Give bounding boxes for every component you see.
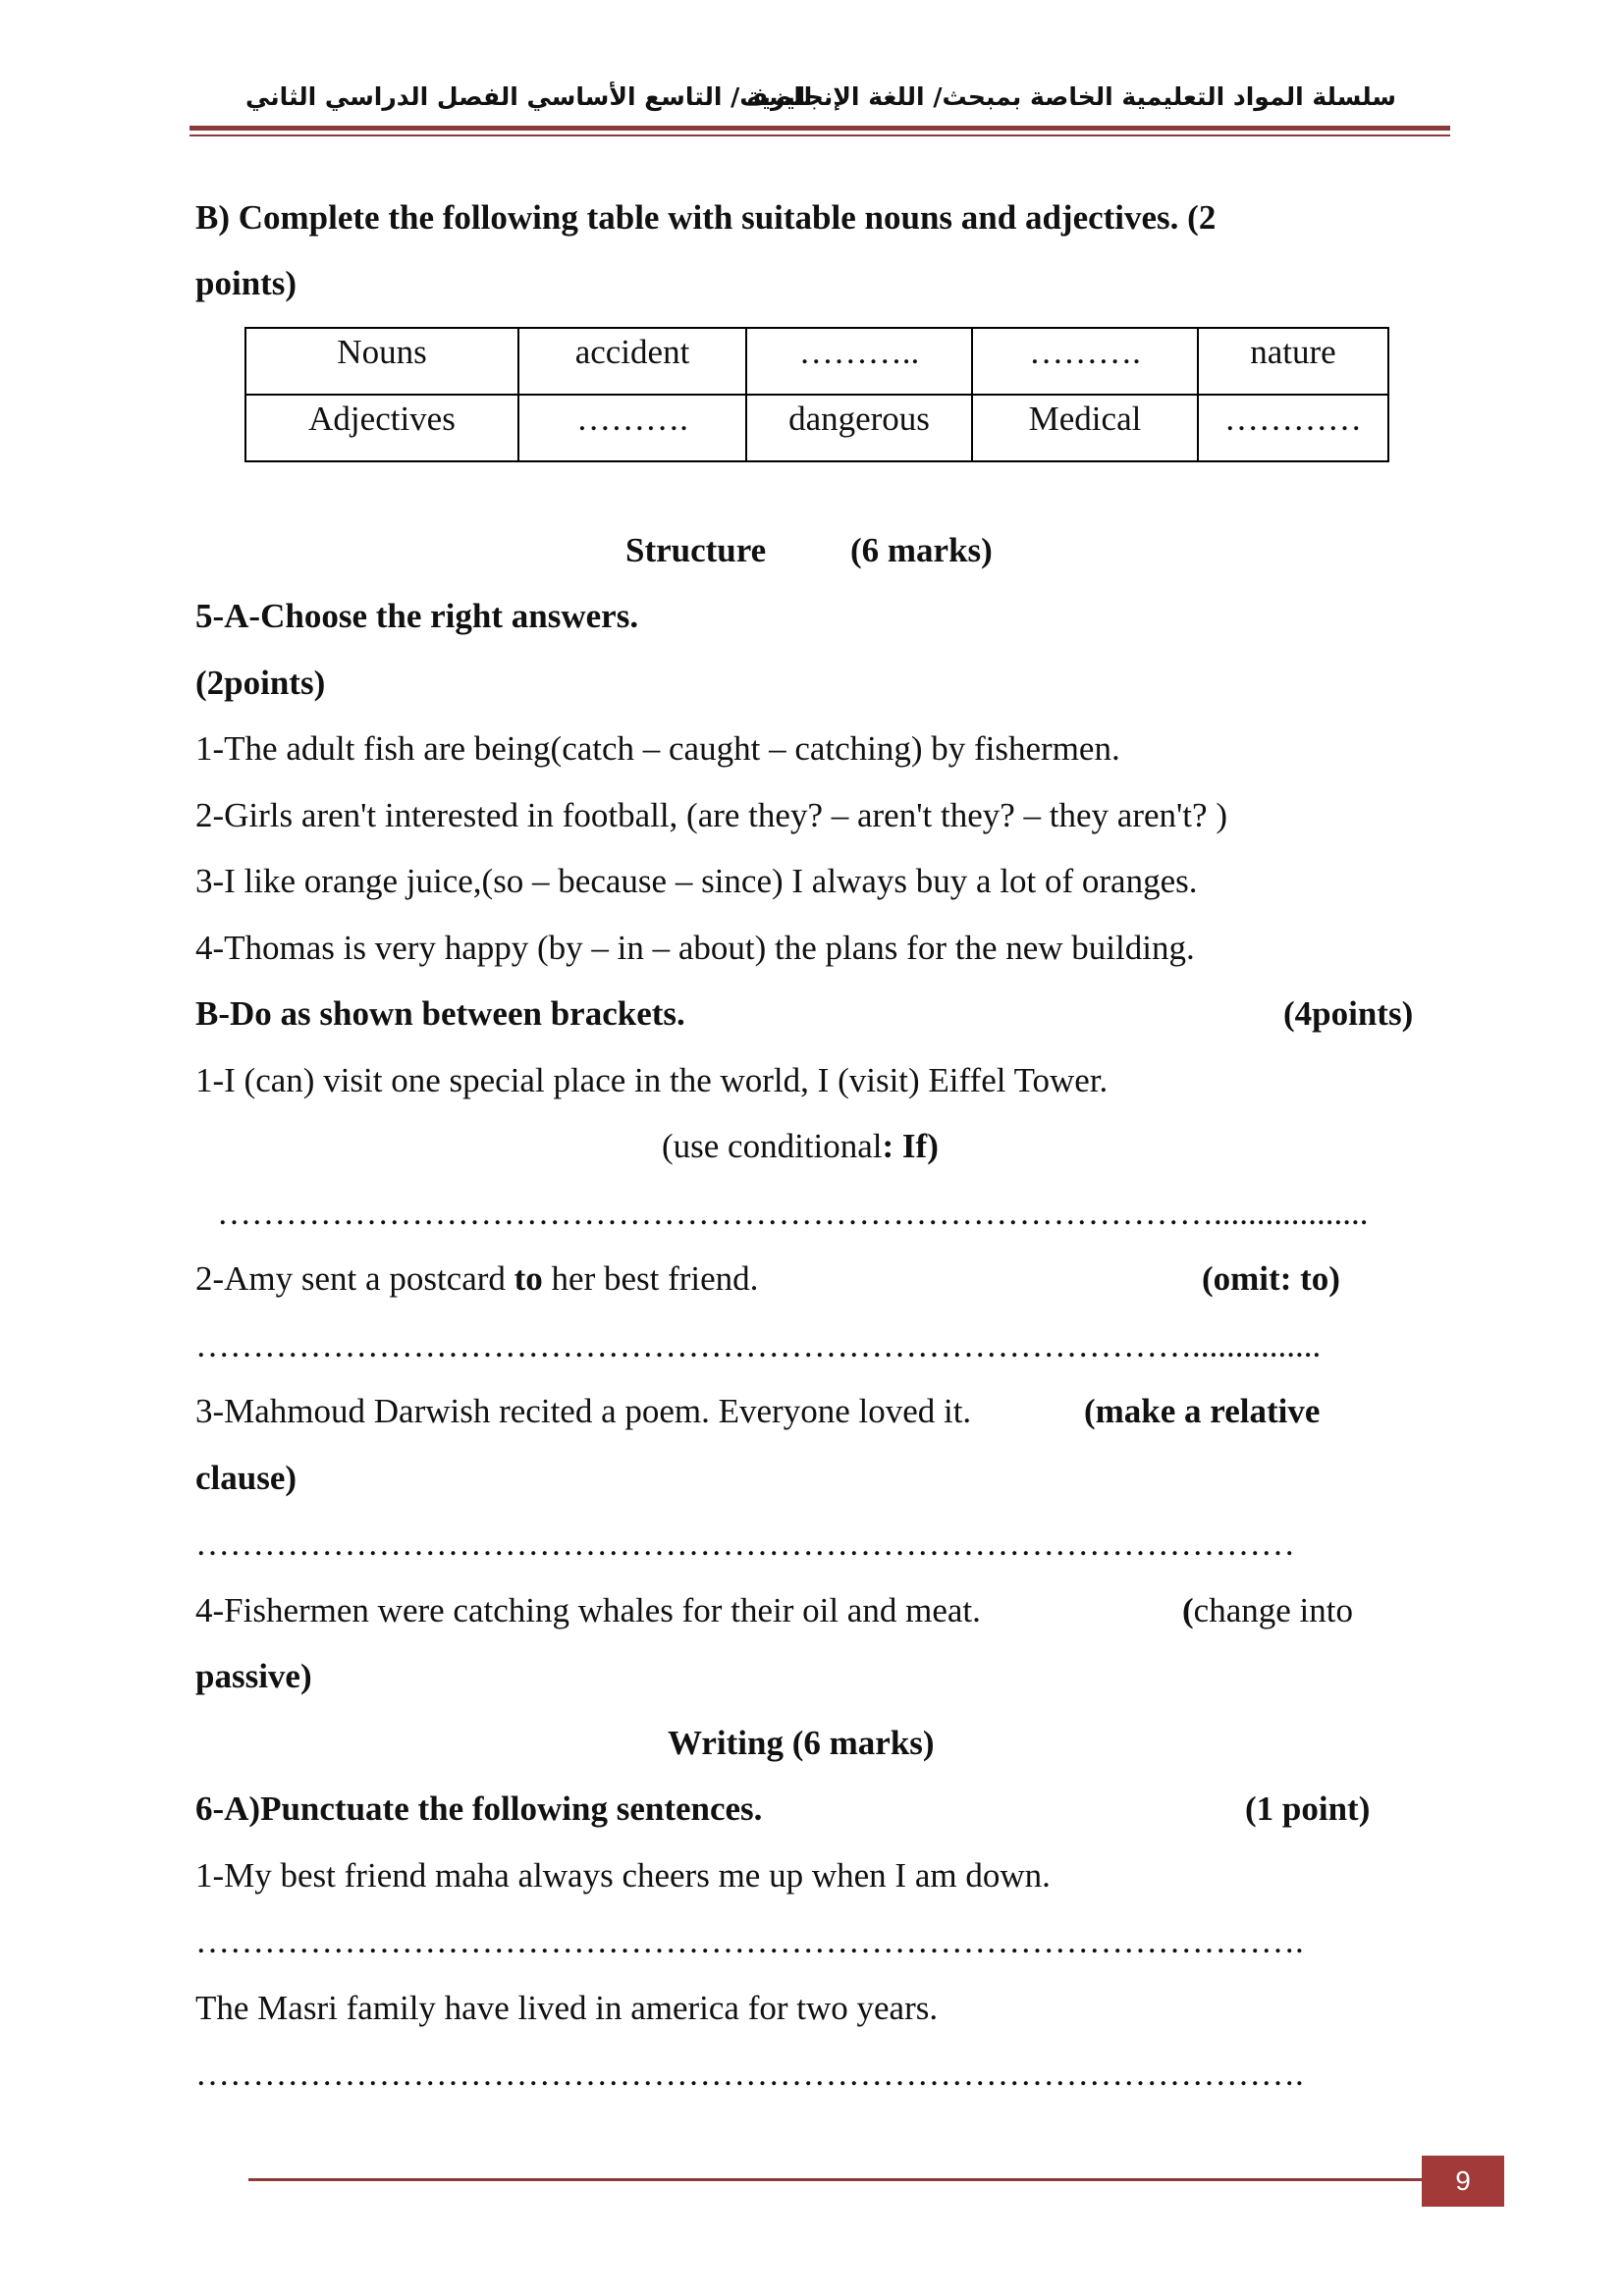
header-grade: للصف/ التاسع الأساسي الفصل الدراسي الثاني <box>245 82 813 111</box>
answer-line-3: …………………………………………………………………………………… <box>195 1524 1295 1563</box>
b2-instruction-text: (omit: <box>1202 1259 1301 1298</box>
page-number: 9 <box>1422 2156 1504 2207</box>
table-cell: ………. <box>972 328 1198 395</box>
choice-item-1: 1-The adult fish are being(catch – caught – catching) by fishermen. <box>195 729 1120 768</box>
structure-marks: (6 marks) <box>850 531 993 569</box>
sentence-1: 1-My best friend maha always cheers me up when I am down. <box>195 1856 1051 1895</box>
question-b4: 4-Fishermen were catching whales for their oil and meat. <box>195 1591 981 1629</box>
sentence-2: The Masri family have lived in america for two years. <box>195 1989 939 2027</box>
choice-item-3: 3-I like orange juice,(so – because – since) I always buy a lot of oranges. <box>195 862 1198 900</box>
structure-heading: Structure <box>625 531 767 569</box>
q5b-points: (4points) <box>1283 994 1414 1033</box>
b2-text: 2-Amy sent a postcard <box>195 1259 514 1298</box>
table-cell: ……….. <box>746 328 972 395</box>
b3-instruction-cont: clause) <box>195 1459 298 1497</box>
table-row <box>245 328 1388 395</box>
header-divider <box>189 126 1450 131</box>
answer-line-4: ……………………………………………………………………………………. <box>195 1922 1304 1960</box>
answer-line-1: …………………………………………………………………………….................. <box>217 1194 1369 1232</box>
b4-instruction-paren: ( <box>1182 1591 1194 1629</box>
partb-instruction: B) Complete the following table with suitable nouns and adjectives. (2 <box>195 198 1217 237</box>
question-b3: 3-Mahmoud Darwish recited a poem. Everyone loved it. <box>195 1392 972 1430</box>
b2-instruction-keyword: to) <box>1300 1259 1340 1298</box>
q5a-title: 5-A-Choose the right answers. <box>195 597 639 635</box>
partb-instruction-cont: points) <box>195 264 298 302</box>
b4-instruction <box>1182 1590 1353 1631</box>
table-cell: ………. <box>518 395 746 461</box>
b2-keyword: to <box>514 1259 543 1298</box>
b2-instruction <box>1202 1258 1340 1300</box>
q5b-title: B-Do as shown between brackets. <box>195 994 685 1033</box>
answer-line-2: ……………………………………………………………………………............... <box>195 1326 1322 1364</box>
b1-instruction-text: (use conditional <box>662 1127 883 1165</box>
table-cell: ………… <box>1198 395 1388 461</box>
q5a-points: (2points) <box>195 664 326 702</box>
table-cell: Medical <box>972 395 1198 461</box>
table-cell: nature <box>1198 328 1388 395</box>
table-row <box>245 395 1388 461</box>
table-cell: Nouns <box>245 328 518 395</box>
nouns-adjectives-table <box>244 327 1389 462</box>
b2-text-end: her best friend. <box>542 1259 759 1298</box>
header-divider-thin <box>189 134 1450 136</box>
footer-divider <box>248 2178 1422 2181</box>
table-cell: accident <box>518 328 746 395</box>
b3-instruction: (make a relative <box>1084 1392 1321 1430</box>
q6a-points: (1 point) <box>1245 1789 1371 1828</box>
question-b1: 1-I (can) visit one special place in the world, I (visit) Eiffel Tower. <box>195 1061 1109 1099</box>
table-cell: Adjectives <box>245 395 518 461</box>
b1-instruction-keyword: : If) <box>882 1127 939 1165</box>
writing-heading: Writing (6 marks) <box>668 1724 935 1762</box>
answer-line-5: ……………………………………………………………………………………. <box>195 2055 1304 2093</box>
table-cell: dangerous <box>746 395 972 461</box>
b1-instruction <box>662 1126 939 1167</box>
b4-instruction-cont: passive) <box>195 1657 312 1695</box>
choice-item-4: 4-Thomas is very happy (by – in – about) the plans for the new building. <box>195 929 1195 967</box>
b4-instruction-text: change into <box>1193 1591 1353 1629</box>
header-series-title: سلسلة المواد التعليمية الخاصة بمبحث/ اللغة الإنجليزية <box>746 82 1396 111</box>
q6a-title: 6-A)Punctuate the following sentences. <box>195 1789 763 1828</box>
choice-item-2: 2-Girls aren't interested in football, (are they? – aren't they? – they aren't? ) <box>195 796 1227 834</box>
question-b2 <box>195 1258 758 1300</box>
